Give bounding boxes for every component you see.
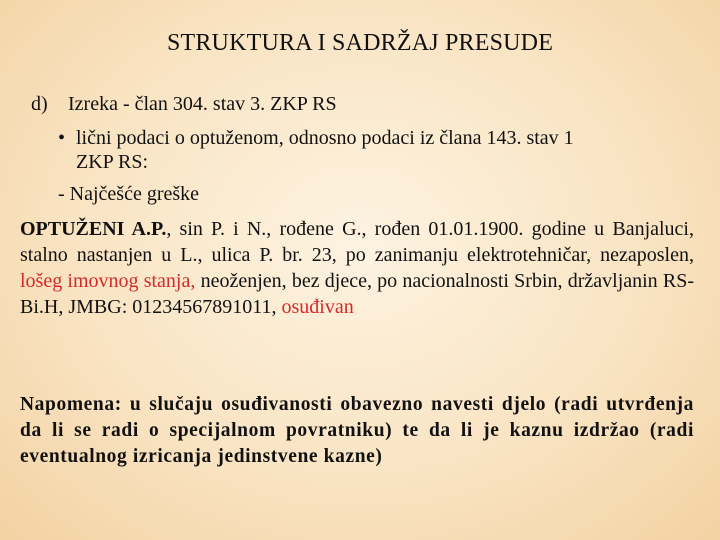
note-paragraph: Napomena: u slučaju osuđivanosti obavezno navesti djelo (radi utvrđenja da li se radi o specijalnom povratniku) te da li je kaznu izdržao (radi eventualnog izricanja jedinstvene kazne) (20, 394, 694, 467)
example-highlight-1: lošeg imovnog stanja, (20, 270, 196, 292)
example-text-1: , sin P. i N., rođene G., rođen 01.01.1900. godine u Banjaluci, stalno nastanjen u L., ulica P. br. 23, po zanimanju elektrotehničar, nezaposlen, (20, 218, 694, 266)
example-text-2: neoženjen, bez djece, po nacionalnosti Srbin, državljanin RS-Bi.H, JMBG: 01234567891011, (20, 270, 694, 318)
dash-item: - Najčešće greške (58, 183, 200, 205)
section-heading (31, 93, 337, 116)
bullet-text-line1: lični podaci o optuženom, odnosno podaci iz člana 143. stav 1 (76, 127, 574, 149)
bullet-text-line2: ZKP RS: (76, 151, 149, 173)
section-heading-text: Izreka - član 304. stav 3. ZKP RS (68, 93, 337, 115)
bullet-icon: • (58, 127, 66, 149)
bullet-item (58, 127, 574, 150)
example-lead: OPTUŽENI A.P. (20, 218, 167, 240)
example-highlight-2: osuđivan (281, 296, 354, 318)
example-paragraph (20, 216, 694, 320)
section-marker: d) (31, 93, 48, 115)
slide-title: STRUKTURA I SADRŽAJ PRESUDE (166, 30, 554, 56)
